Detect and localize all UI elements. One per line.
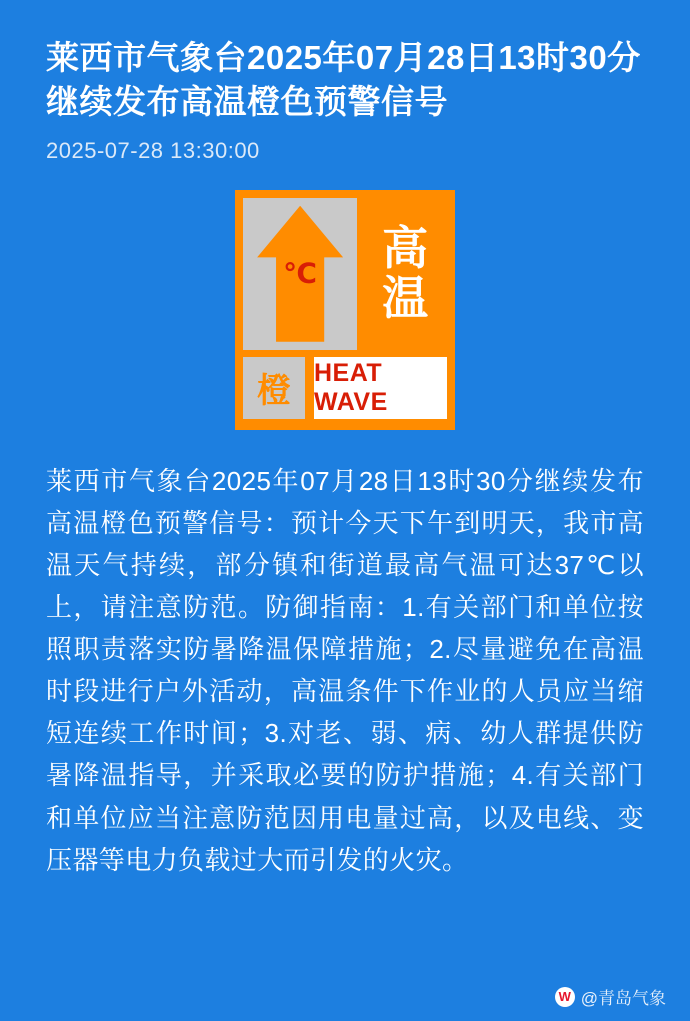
heat-wave-orange-warning-sign — [235, 190, 455, 430]
publish-timestamp: 2025-07-28 13:30:00 — [46, 138, 260, 164]
thermometer-arrow-panel — [243, 198, 357, 350]
sign-lower-section — [243, 357, 447, 419]
account-attribution[interactable] — [555, 984, 666, 1009]
celsius-icon: ℃ — [283, 257, 318, 289]
weibo-icon: W — [555, 987, 575, 1007]
warning-sign-wrapper — [46, 190, 644, 430]
sign-char-gao: 高 — [382, 222, 430, 275]
account-name: @青岛气象 — [580, 989, 666, 1008]
sign-char-wen: 温 — [382, 271, 430, 324]
sign-upper-section — [243, 198, 447, 350]
warning-body-text: 莱西市气象台2025年07月28日13时30分继续发布高温橙色预警信号：预计今天下午到明天，我市高温天气持续，部分镇和街道最高气温可达37℃以上，请注意防范。防御指南：1.有关部门和单位按照职责落实防暑降温保障措施；2.尽量避免在高温时段进行户外活动，高温条件下作业的人员应当缩短连续工作时间；3.对老、弱、病、幼人群提供防暑降温指导，并采取必要的防护措施；4.有关部门和单位应当注意防范因用电量过高，以及电线、变压器等电力负载过大而引发的火灾。 — [46, 465, 644, 875]
sign-level-badge: 橙 — [243, 357, 305, 419]
sign-english-label: HEAT WAVE — [314, 357, 447, 419]
page-title: 莱西市气象台2025年07月28日13时30分继续发布高温橙色预警信号 — [46, 39, 641, 120]
sign-chinese-label — [364, 198, 447, 350]
